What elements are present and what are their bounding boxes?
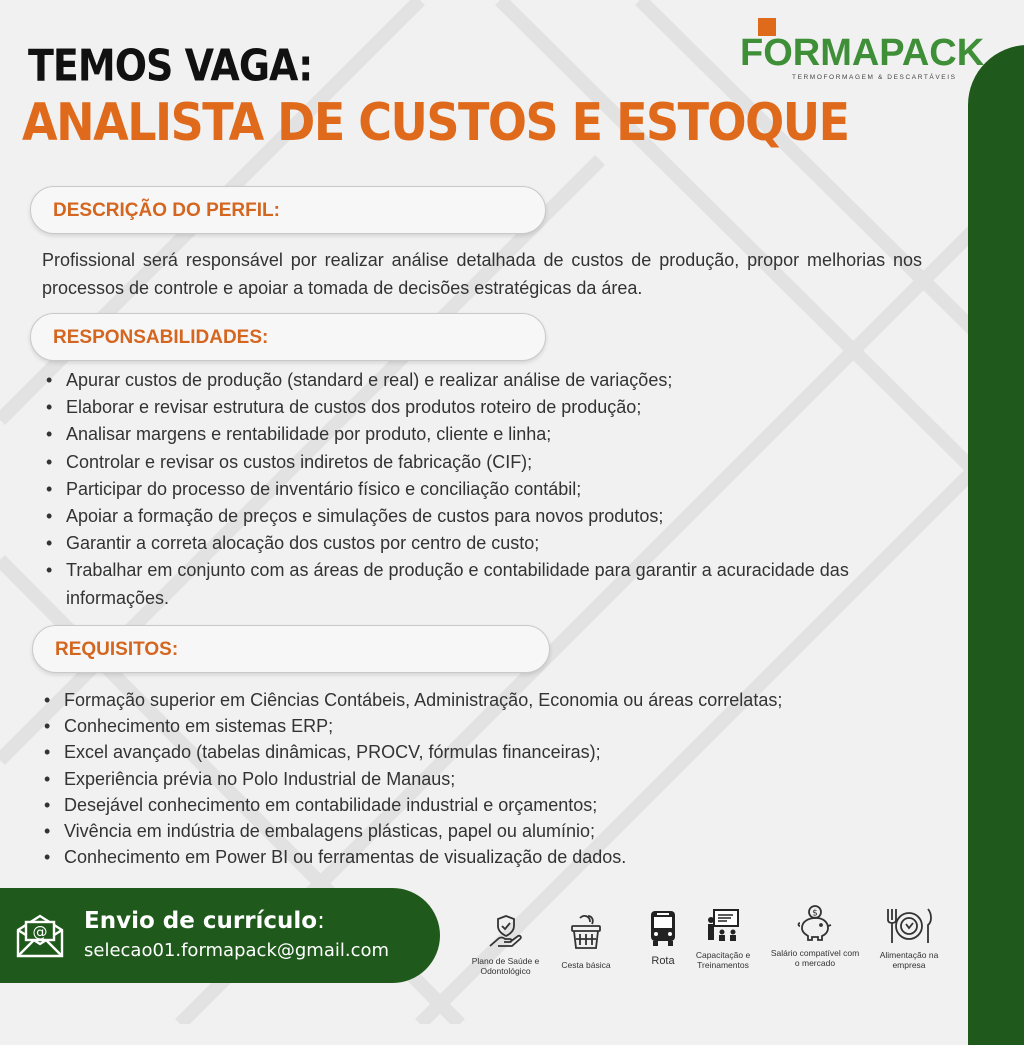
basket-icon	[566, 912, 606, 952]
benefit-training	[688, 906, 758, 970]
benefit-basket	[554, 912, 618, 970]
benefit-salary	[770, 904, 860, 968]
benefit-meal	[870, 906, 948, 970]
benefit-label: Rota	[651, 955, 675, 967]
list-item: • Controlar e revisar os custos indiretos de fabricação (CIF);	[44, 449, 944, 476]
benefit-label: Salário compatível com o mercado	[770, 948, 860, 968]
responsibilities-section-header	[30, 313, 546, 361]
logo-tagline: TERMOFORMAGEM & DESCARTÁVEIS	[792, 74, 957, 81]
profile-section-header	[30, 186, 546, 234]
contact-email[interactable]: selecao01.formapack@gmail.com	[84, 940, 390, 961]
list-item: • Excel avançado (tabelas dinâmicas, PROCV, fórmulas financeiras);	[42, 739, 942, 765]
benefit-label: Cesta básica	[561, 960, 611, 970]
logo-name: FORMAPACK	[740, 32, 985, 74]
list-item: • Conhecimento em sistemas ERP;	[42, 713, 942, 739]
contact-title: Envio de currículo:	[84, 908, 325, 934]
list-item: • Vivência em indústria de embalagens plásticas, papel ou alumínio;	[42, 818, 942, 844]
benefit-health	[463, 912, 548, 976]
list-item: • Formação superior em Ciências Contábeis, Administração, Economia ou áreas correlatas;	[42, 687, 942, 713]
side-green-band	[968, 45, 1024, 1045]
health-hand-icon	[486, 912, 526, 952]
benefit-label: Plano de Saúde e Odontológico	[471, 956, 540, 976]
list-item: • Analisar margens e rentabilidade por produto, cliente e linha;	[44, 421, 944, 448]
list-item: • Participar do processo de inventário físico e conciliação contábil;	[44, 476, 944, 503]
requirements-list	[42, 687, 942, 870]
list-item: • Apurar custos de produção (standard e real) e realizar análise de variações;	[44, 367, 944, 394]
list-item: • Experiência prévia no Polo Industrial de Manaus;	[42, 766, 942, 792]
requirements-section-title: REQUISITOS:	[55, 639, 179, 660]
svg-text:$: $	[812, 908, 818, 919]
list-item: • Trabalhar em conjunto com as áreas de produção e contabilidade para garantir a acuracidade das informações.	[44, 557, 944, 611]
profile-section-title: DESCRIÇÃO DO PERFIL:	[53, 200, 280, 221]
requirements-section-header	[32, 625, 550, 673]
training-icon	[703, 906, 743, 946]
benefit-label: Alimentação na empresa	[879, 950, 939, 970]
bus-icon	[643, 908, 683, 948]
formapack-logo	[740, 18, 985, 88]
list-item: • Desejável conhecimento em contabilidade industrial e orçamentos;	[42, 792, 942, 818]
responsibilities-list	[44, 367, 944, 612]
meal-icon	[882, 906, 936, 946]
list-item: • Conhecimento em Power BI ou ferramentas de visualização de dados.	[42, 844, 942, 870]
responsibilities-section-title: RESPONSABILIDADES:	[53, 327, 269, 348]
list-item: • Elaborar e revisar estrutura de custos dos produtos roteiro de produção;	[44, 394, 944, 421]
job-title: ANALISTA DE CUSTOS E ESTOQUE	[22, 92, 849, 153]
piggy-bank-icon	[795, 904, 835, 944]
benefit-route	[640, 908, 686, 966]
header-line-1: TEMOS VAGA:	[28, 40, 313, 91]
list-item: • Garantir a correta alocação dos custos por centro de custo;	[44, 530, 944, 557]
contact-banner	[0, 888, 440, 983]
profile-description: Profissional será responsável por realizar análise detalhada de custos de produção, propor melhorias nos processos de controle e apoiar a tomada de decisões estratégicas da área.	[42, 250, 922, 298]
svg-text:@: @	[32, 923, 48, 941]
email-icon	[14, 910, 66, 960]
list-item: • Apoiar a formação de preços e simulações de custos para novos produtos;	[44, 503, 944, 530]
benefit-label: Capacitação e Treinamentos	[695, 950, 751, 970]
